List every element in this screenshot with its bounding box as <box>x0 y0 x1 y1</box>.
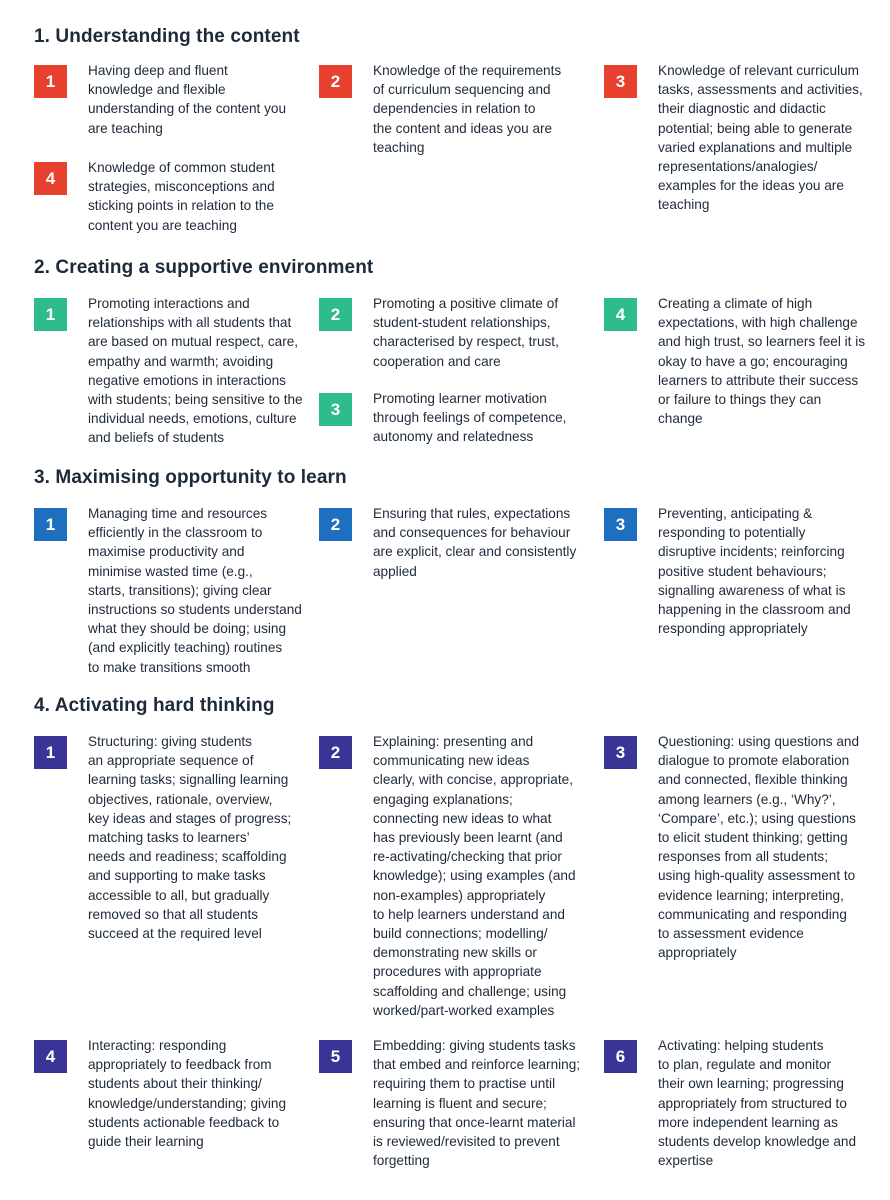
section-1-title: 1. Understanding the content <box>34 26 300 47</box>
item-text: Knowledge of relevant curriculum tasks, assessments and activities, their diagnostic and didactic potential; being able to generate varied explanations and multiple representations/analogies/ examples for the ideas you are teaching <box>658 63 863 213</box>
item-text: Managing time and resources efficiently in the classroom to maximise productivity and minimise wasted time (e.g., starts, transitions); giving clear instructions so students understand what they should be doing; using (and explicitly teaching) routines to make transitions smooth <box>88 506 302 675</box>
item-text: Promoting interactions and relationships with all students that are based on mutual respect, care, empathy and warmth; avoiding negative emotions in interactions with students; being sensitive to the individual needs, emotions, culture and beliefs of students <box>88 296 303 446</box>
number-badge: 4 <box>604 298 637 331</box>
item-text: Promoting a positive climate of student-student relationships, characterised by respect, trust, cooperation and care <box>373 296 559 369</box>
item-text: Interacting: responding appropriately to feedback from students about their thinking/ knowledge/understanding; giving students actionable feedback to guide their learning <box>88 1038 287 1150</box>
number-badge: 4 <box>34 1040 67 1073</box>
number-badge: 2 <box>319 736 352 769</box>
item-text: Questioning: using questions and dialogue to promote elaboration and connected, flexible thinking among learners (e.g., ‘Why?’, ‘Compare’, etc.); using questions to elicit student thinking; getting responses from all students; using high-quality assessment to evidence learning; interpreting, communicating and responding to assessment evidence appropriately <box>658 734 860 961</box>
number-badge: 1 <box>34 298 67 331</box>
item-text: Promoting learner motivation through feelings of competence, autonomy and relatedness <box>373 391 567 445</box>
number-badge: 3 <box>604 65 637 98</box>
number-badge: 1 <box>34 736 67 769</box>
number-badge: 3 <box>604 508 637 541</box>
item-text: Ensuring that rules, expectations and consequences for behaviour are explicit, clear and consistently applied <box>373 506 577 579</box>
number-badge: 3 <box>319 393 352 426</box>
section-4-title: 4. Activating hard thinking <box>34 695 275 716</box>
item-text: Having deep and fluent knowledge and flexible understanding of the content you are teaching <box>88 63 287 136</box>
item-text: Embedding: giving students tasks that embed and reinforce learning; requiring them to practise until learning is fluent and secure; ensuring that once-learnt material is reviewed/revisited to prevent forgetting <box>373 1038 581 1169</box>
number-badge: 2 <box>319 65 352 98</box>
item-text: Knowledge of common student strategies, misconceptions and sticking points in relation to the content you are teaching <box>88 160 275 233</box>
number-badge: 2 <box>319 298 352 331</box>
section-2-title: 2. Creating a supportive environment <box>34 257 374 278</box>
number-badge: 1 <box>34 65 67 98</box>
number-badge: 4 <box>34 162 67 195</box>
item-text: Knowledge of the requirements of curriculum sequencing and dependencies in relation to the content and ideas you are teaching <box>373 63 562 155</box>
item-text: Creating a climate of high expectations, with high challenge and high trust, so learners feel it is okay to have a go; encouraging learners to attribute their success or failure to things they can change <box>658 296 866 427</box>
item-text: Explaining: presenting and communicating new ideas clearly, with concise, appropriate, engaging explanations; connecting new ideas to what has previously been learnt (and re-activating/checking that prior knowledge); using examples (and non-examples) appropriately to help learners understand and build connections; modelling/ demonstrating new skills or procedures with appropriate scaffolding and challenge; using worked/part-worked examples <box>373 734 576 1018</box>
item-text: Structuring: giving students an appropriate sequence of learning tasks; signalling learning objectives, rationale, overview, key ideas and stages of progress; matching tasks to learners’ needs and readiness; scaffolding and supporting to make tasks accessible to all, but gradually removed so that all students succeed at the required level <box>88 734 292 942</box>
item-text: Preventing, anticipating & responding to potentially disruptive incidents; reinforcing positive student behaviours; signalling awareness of what is happening in the classroom and responding appropriately <box>658 506 851 637</box>
section-3-title: 3. Maximising opportunity to learn <box>34 467 347 488</box>
number-badge: 3 <box>604 736 637 769</box>
number-badge: 1 <box>34 508 67 541</box>
number-badge: 6 <box>604 1040 637 1073</box>
item-text: Activating: helping students to plan, regulate and monitor their own learning; progressing appropriately from structured to more independent learning as students develop knowledge and expertise <box>658 1038 857 1169</box>
number-badge: 5 <box>319 1040 352 1073</box>
number-badge: 2 <box>319 508 352 541</box>
